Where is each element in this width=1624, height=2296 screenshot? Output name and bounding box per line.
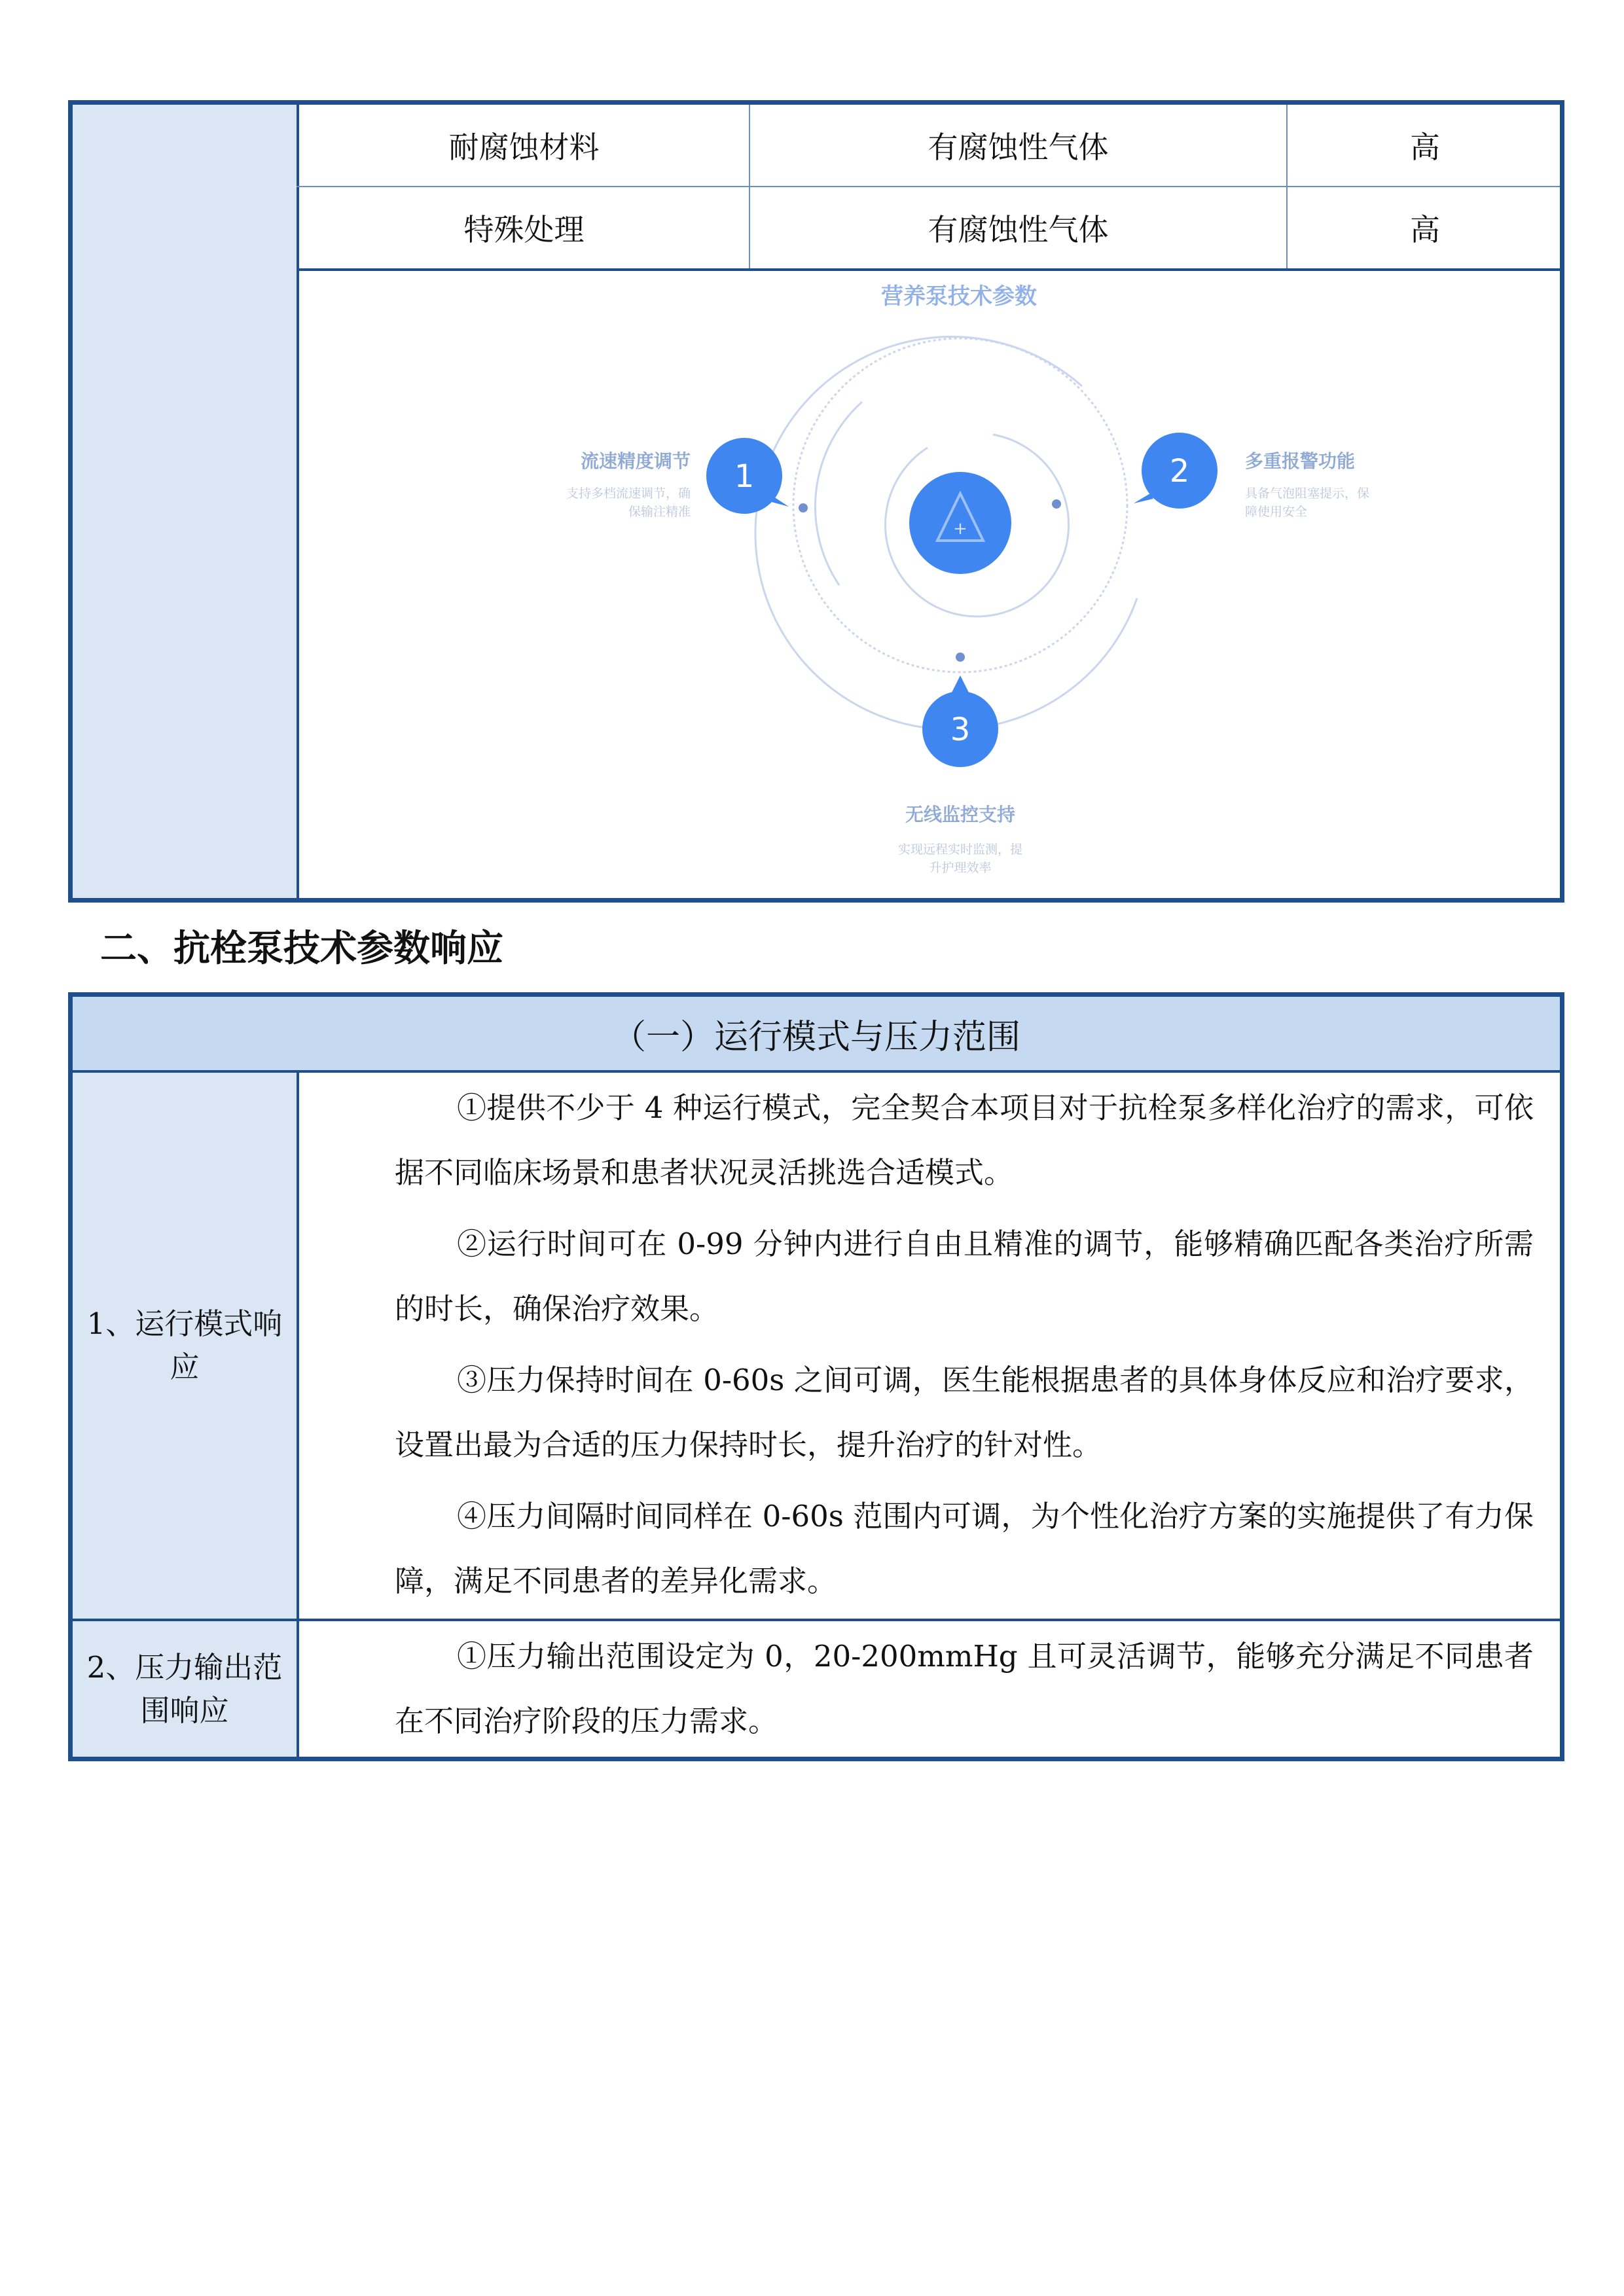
pump-parameter-diagram	[299, 271, 1562, 899]
table-cell: 有腐蚀性气体	[928, 130, 1109, 165]
dot-marker	[1052, 499, 1061, 509]
table-header: （一）运行模式与压力范围	[73, 997, 1560, 1070]
step-2-title: 多重报警功能	[1245, 450, 1356, 472]
dot-marker	[956, 653, 965, 662]
step-2-desc: 障使用安全	[1245, 505, 1308, 519]
step-3-badge	[922, 675, 998, 767]
step-3-desc: 升护理效率	[929, 861, 992, 875]
step-1-desc: 保输注精准	[628, 505, 691, 519]
paragraph: ①提供不少于 4 种运行模式，完全契合本项目对于抗栓泵多样化治疗的需求，可依据不同临床场景和患者状况灵活挑选合适模式。	[395, 1090, 1534, 1190]
table-cell: 高	[1410, 130, 1440, 165]
step-2-badge	[1134, 433, 1218, 509]
diagram-title: 营养泵技术参数	[881, 283, 1037, 310]
parameter-response-table	[68, 992, 1564, 1761]
row-label: 1、运行模式响应	[86, 1306, 283, 1384]
svg-text:2: 2	[1169, 453, 1190, 490]
svg-text:+: +	[953, 519, 967, 539]
step-3-desc: 实现远程实时监测，提	[897, 842, 1023, 857]
step-2-desc: 具备气泡阻塞提示，保	[1245, 486, 1370, 501]
svg-text:1: 1	[734, 458, 755, 495]
paragraph: ④压力间隔时间同样在 0-60s 范围内可调，为个性化治疗方案的实施提供了有力保障，满足不同患者的差异化需求。	[395, 1499, 1534, 1598]
table-cell: 高	[1410, 212, 1440, 247]
step-1-title: 流速精度调节	[580, 450, 691, 472]
table-cell: 耐腐蚀材料	[448, 130, 600, 165]
table-cell: 有腐蚀性气体	[928, 212, 1109, 247]
paragraph: ③压力保持时间在 0-60s 之间可调，医生能根据患者的具体身体反应和治疗要求，设置出最为合适的压力保持时长，提升治疗的针对性。	[395, 1363, 1534, 1462]
step-1-desc: 支持多档流速调节，确	[566, 486, 691, 501]
row-label: 2、压力输出范围响应	[86, 1649, 283, 1728]
paragraph: ①压力输出范围设定为 0，20-200mmHg 且可灵活调节，能够充分满足不同患者在不同治疗阶段的压力需求。	[395, 1639, 1534, 1738]
step-3-title: 无线监控支持	[905, 804, 1016, 825]
equipment-table	[68, 100, 1564, 903]
label-column	[73, 105, 297, 898]
step-1-badge	[706, 438, 789, 514]
dot-marker	[799, 503, 808, 512]
svg-text:3: 3	[950, 711, 971, 748]
table-cell: 特殊处理	[463, 212, 585, 247]
section-heading: 二、抗栓泵技术参数响应	[100, 927, 503, 970]
paragraph: ②运行时间可在 0-99 分钟内进行自由且精准的调节，能够精确匹配各类治疗所需的时长，确保治疗效果。	[395, 1227, 1534, 1326]
